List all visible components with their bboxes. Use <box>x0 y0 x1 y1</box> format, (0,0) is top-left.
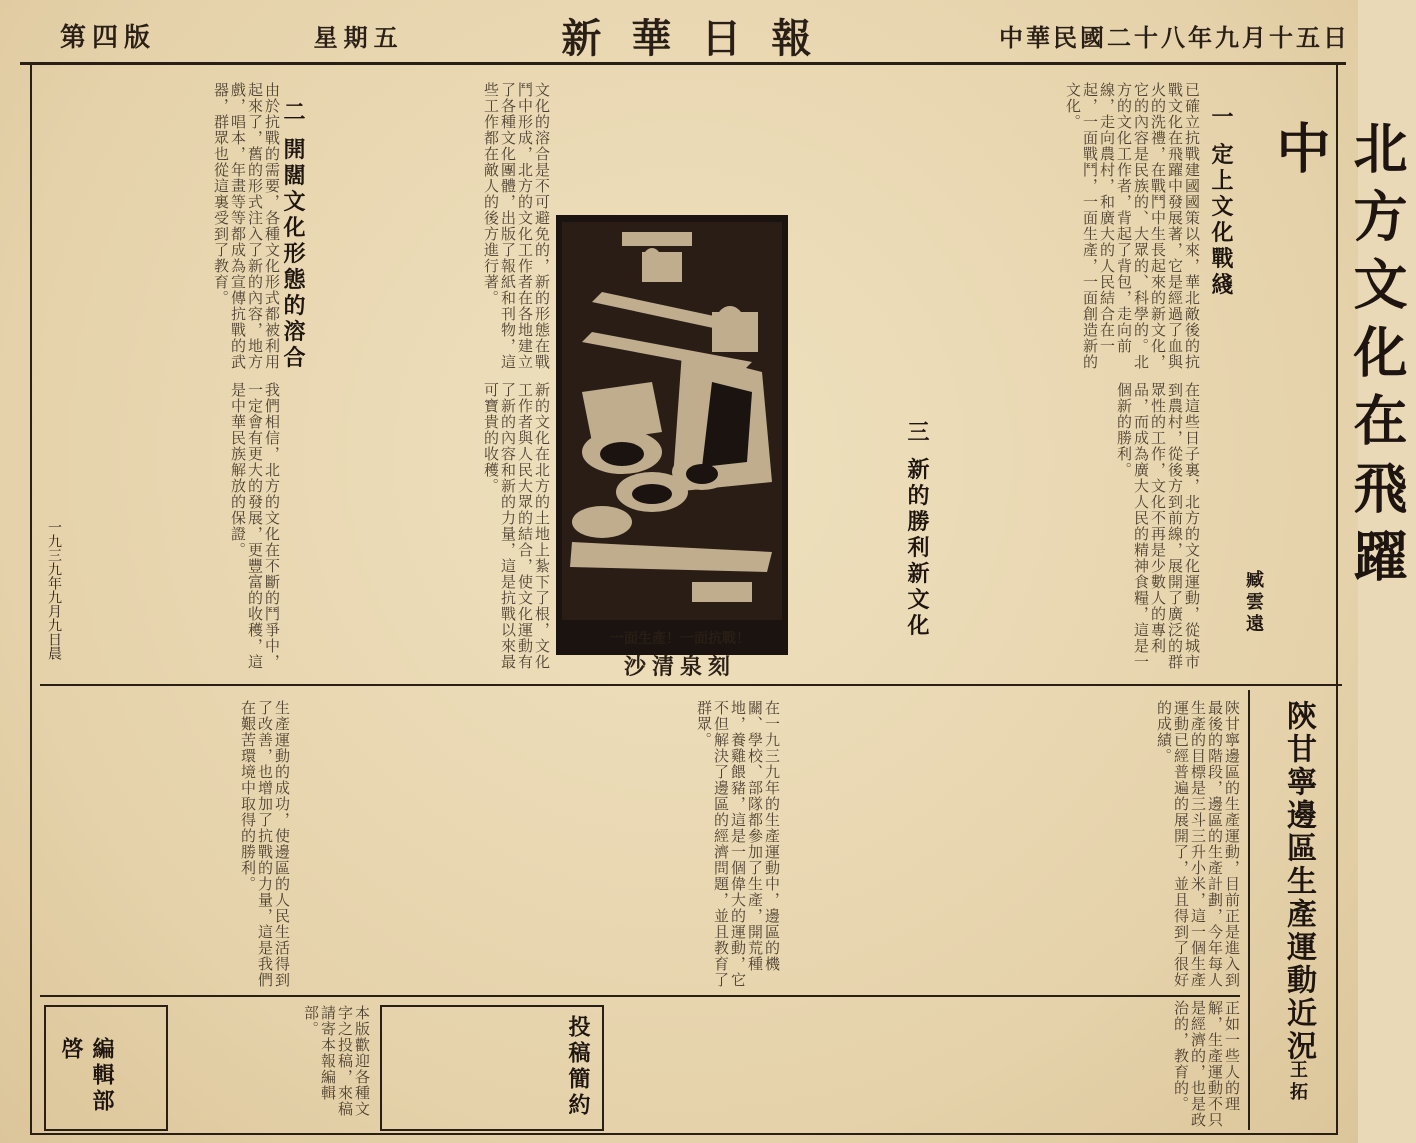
body-text-block-3: 文化的溶合是不可避免的，新的形態在戰鬥中形成，北方的文化工作者在各地建立了各種文化團體，出版了報紙和刊物，這些工作都在敵人的後方進行著。 <box>482 82 551 370</box>
second-body-text-1: 陝甘寧邊區的生產運動，目前正是進入到最後的階段，邊區的生產計劃，今年每人生產的目標是三斗三升小米，這一個生產運動已經普遍的展開了，並且得到了很好的成績。 <box>1155 700 1241 988</box>
left-rule <box>30 65 32 1135</box>
submission-notice-text: 本版歡迎各種文字之投稿，來稿請寄本報編輯部。 <box>302 1005 371 1117</box>
woodcut-artist: 沙清泉刻 <box>623 654 736 680</box>
editor-notice-title: 編輯部啓 <box>58 1037 115 1115</box>
top-rule <box>20 62 1346 65</box>
woodcut-caption: 一面生產！一面抗戰！ <box>610 631 750 647</box>
second-body-text-3: 生產運動的成功，使邊區的人民生活得到了改善，也增加了抗戰的力量，這是我們在艱苦環境中取得的勝利。 <box>239 700 291 988</box>
masthead <box>60 8 1350 62</box>
newspaper-name: 新華日報 <box>561 14 842 62</box>
submission-notice-title: 投稿簡約 <box>565 1015 591 1119</box>
submission-notice <box>380 1005 604 1131</box>
article-date: 一九三九年九月九日晨 <box>46 520 62 660</box>
main-headline: 北方文化在飛躍中 <box>1268 120 1409 596</box>
woodcut-print <box>556 215 788 655</box>
bottom-rule <box>30 1133 1338 1135</box>
second-author: 王拓 <box>1287 1060 1308 1104</box>
section-heading-1: 一 定上文化戰綫 <box>1208 105 1234 299</box>
page-number: 第四版 <box>60 22 157 53</box>
weekday: 星期五 <box>313 22 404 52</box>
body-text-block-1: 已確立抗戰建國國策以來，華北敵後的抗戰文化在飛躍中發展著，它是經過了血與火的洗禮，在戰鬥中生長起來的新文化，它的內容是民族的、大眾的、科學的。北方的文化工作者，背起了背包，走向前線，走向農村，和廣大的人民結合在一起，一面戰鬥，一面生產，一面創造新的文化。 <box>1064 82 1201 370</box>
mid-rule <box>40 684 1342 686</box>
publication-date: 中華民國二十八年九月十五日 <box>998 22 1350 52</box>
section-heading-2: 二 開闊文化形態的溶合 <box>280 100 306 372</box>
body-text-block-6: 我們相信，北方的文化在不斷的鬥爭中，一定會有更大的發展，更豐富的收穫，這是中華民族解放的保證。 <box>229 382 281 670</box>
body-text-block-4: 由於抗戰的需要，各種文化形式都被利用起來了，舊的形式注入了新的內容，地方戲，唱本，年畫等等都成為宣傳抗戰的武器，群眾也從這裏受到了教育。 <box>212 82 281 370</box>
section-heading-3: 三 新的勝利新文化 <box>904 420 930 640</box>
second-headline: 陝甘寧邊區生產運動近況 <box>1281 700 1316 1063</box>
woodcut-image <box>562 222 782 620</box>
editor-notice <box>44 1005 168 1131</box>
body-text-block-2: 在這些日子裏，北方的文化運動，從城市到農村，從後方到前線，展開了廣泛的群眾性的工作，文化不再是少數人的專利品，而成為廣大人民的精神食糧，這是一個新的勝利。 <box>1115 382 1201 670</box>
woodcut-illustration <box>562 222 782 620</box>
notice-rule <box>40 995 1240 997</box>
main-author: 臧雲遠 <box>1243 570 1264 636</box>
body-text-block-5: 新的文化在北方的土地上紮下了根，文化工作者與人民大眾的結合，使文化運動有了新的內容和新的力量，這是抗戰以來最可寶貴的收穫。 <box>482 382 551 670</box>
second-body-text-2: 在一九三九年的生產運動中，邊區的機關、學校、部隊都參加了生產，開荒種地，養雞餵豬，這是一個偉大的運動，它不但解決了邊區的經濟問題，並且教育了群眾。 <box>695 700 781 988</box>
second-article-rule <box>1248 690 1250 1130</box>
second-body-text-4: 正如一些人的理解，生產運動不只是經濟的，也是政治的，教育的。 <box>1172 1000 1241 1128</box>
